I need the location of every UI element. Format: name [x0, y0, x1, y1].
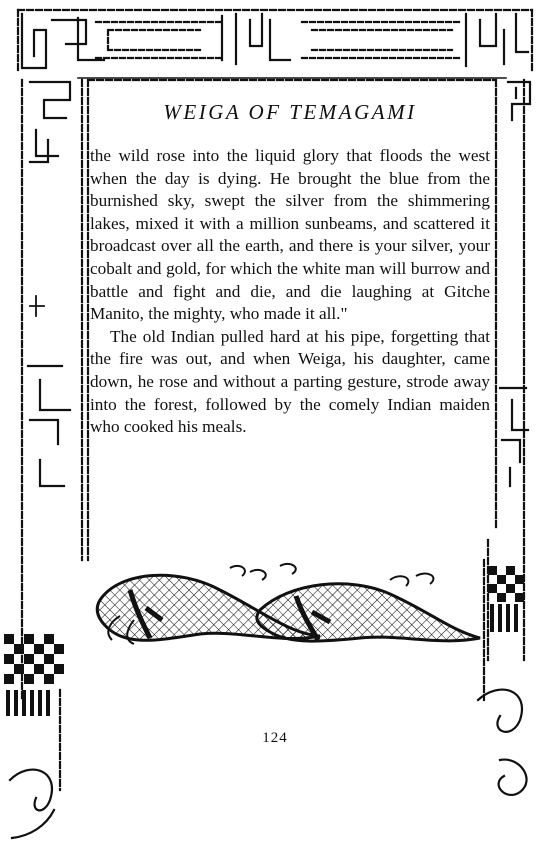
page-number: 124 [262, 730, 288, 746]
snowshoes-illustration-icon [90, 560, 490, 680]
page-title: WEIGA OF TEMAGAMI [163, 100, 417, 124]
paragraph: the wild rose into the liquid glory that floods the west when the day is dying. He brought the blue from the burnished sky, swept the silver from the shimmering lakes, mixed it with a million sunbeams, and scattered it broadcast over all the earth, and there is your silver, your cobalt and gold, for which the white man will burrow and battle and fight and die, and die laughing at Gitche Manito, the mighty, who made it all." [90, 146, 490, 324]
paragraph: The old Indian pulled hard at his pipe, forgetting that the fire was out, and when Weiga, his daughter, came down, he rose and without a parting gesture, strode away into the forest, followed by the comely Indian maiden who cooked his meals. [90, 326, 490, 437]
body-text [90, 145, 490, 439]
